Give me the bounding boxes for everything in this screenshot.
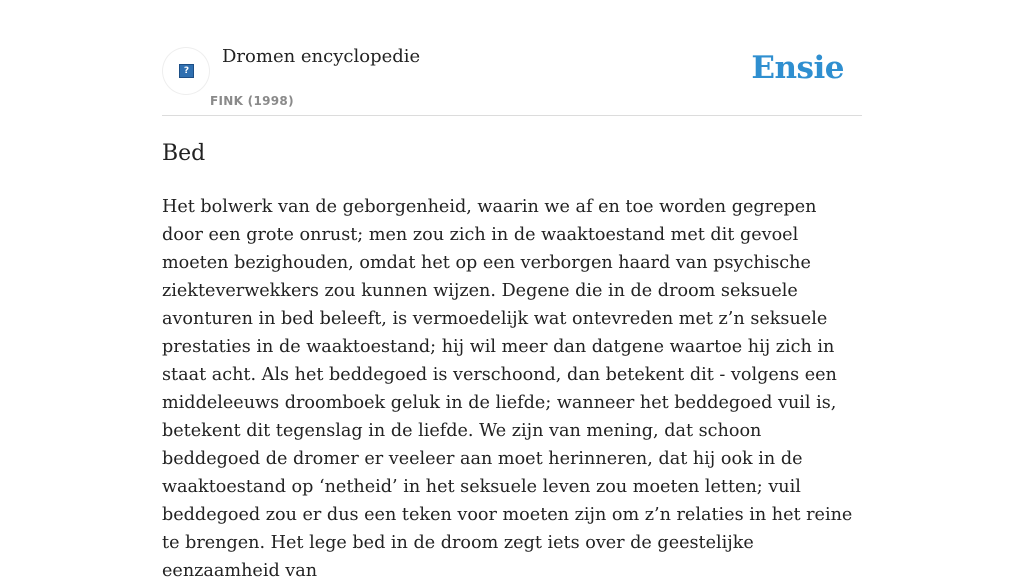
source-author-year: FINK (1998) [210,94,294,108]
ensie-logo[interactable]: Ensie [751,50,844,86]
entry-card [162,0,862,581]
book-icon[interactable] [162,47,210,95]
source-title[interactable]: Dromen encyclopedie [222,46,421,67]
entry-term: Bed [162,141,206,166]
question-icon: ? [179,64,194,78]
entry-definition: Het bolwerk van de geborgenheid, waarin we af en toe worden gegrepen door een grote onrust; men zou zich in de waaktoestand met dit gevoel moeten bezighouden, omdat het op een verborgen haard van psychische ziekteverwekkers zou kunnen wijzen. Degene die in de droom seksuele avonturen in bed beleeft, is vermoedelijk wat ontevreden met z’n seksuele prestaties in de waaktoestand; hij wil meer dan datgene waartoe hij zich in staat acht. Als het beddegoed is verschoond, dan betekent dit - volgens een middeleeuws droomboek geluk in de liefde; wanneer het beddegoed vuil is, betekent dit tegenslag in de liefde. We zijn van mening, dat schoon beddegoed de dromer er veeleer aan moet herinneren, dat hij ook in de waaktoestand op ‘netheid’ in het seksuele leven zou moeten letten; vuil beddegoed zou er dus een teken voor moeten zijn om z’n relaties in het reine te brengen. Het lege bed in de droom zegt iets over de geestelijke eenzaamheid van [162,197,853,581]
entry-header [162,0,862,116]
